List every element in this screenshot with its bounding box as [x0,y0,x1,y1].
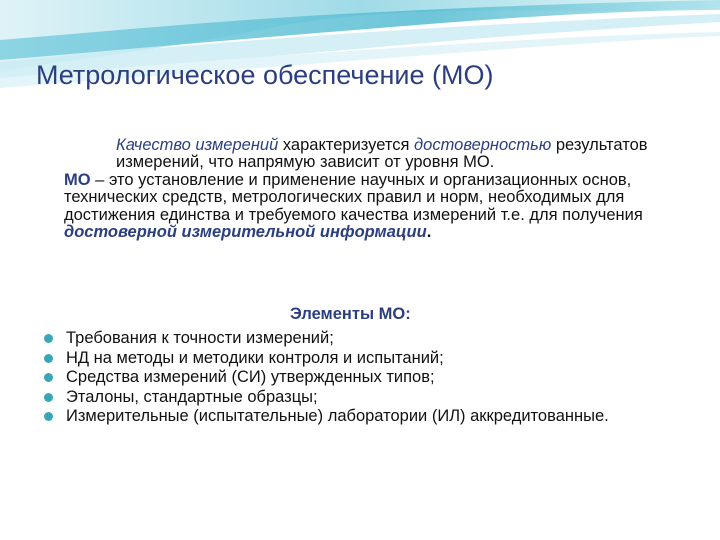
list-item-text: Требования к точности измерений; [66,329,334,347]
body-text [64,137,689,241]
paragraph2-text1: – это установление и применение научных и организационных основ, технических средств, метрологических правил и норм, необходимых для достижения единства и требуемого качества измерений т.е. для получения [64,170,643,224]
list-item [44,368,664,388]
list-item [44,388,664,408]
list-item-text: НД на методы и методики контроля и испытаний; [66,348,444,367]
paragraph-mo-definition [64,172,689,242]
list-item-text: Эталоны, стандартные образцы; [66,387,318,406]
list-item [44,407,664,427]
paragraph-measurement-quality [64,137,689,172]
paragraph2-end: . [426,223,432,242]
term-measurement-quality: Качество измерений [116,136,279,154]
list-item [44,349,664,369]
list-item-text: Измерительные (испытательные) лаборатории (ИЛ) аккредитованные. [66,407,609,426]
elements-heading: Элементы МО: [290,305,411,323]
list-item-text: Средства измерений (СИ) утвержденных типов; [66,368,435,387]
list-item [44,329,664,349]
paragraph1-text2: результатов измерений, что напрямую зависит от уровня МО. [116,136,648,172]
term-mo: МО [64,170,91,189]
term-reliable-info: достоверной измерительной информации [64,223,427,242]
bullet-icon [44,373,53,382]
page-title: Метрологическое обеспечение (МО) [36,60,494,90]
term-reliability: достоверностью [414,136,552,154]
elements-list [44,329,664,427]
bullet-icon [44,354,53,363]
bullet-icon [44,334,53,343]
bullet-icon [44,412,53,421]
paragraph1-text1: характеризуется [278,136,415,154]
bullet-icon [44,393,53,402]
